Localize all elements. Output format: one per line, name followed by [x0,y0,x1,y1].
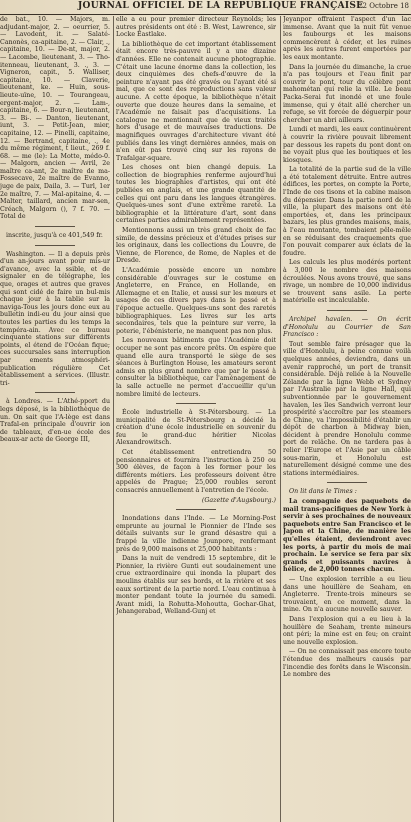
paragraph: — On ne connaissait pas encore toute l'étendue des malheurs causés par l'incendie des forêts dans le Wisconsin. Le nombre des [283,648,411,679]
paragraph: La compagnie des paquebots de mail trans-pacifiques de New York à servir à ses prochaines de nouveaux paquebots entre San Francisco et le Japon et la Chine, de manière les qu'elles étaient, deviendront avec les ports, à partir du mois de mai prochain. Le service se fera par six grands et puissants navires à hélice, de 2,000 tonnes chacun. [283,498,411,574]
separator [35,245,75,246]
column-left [0,16,110,822]
source-citation: (Gazette d'Augsbourg.) [201,496,276,504]
article-archipel-havaien: Archipel havaïen. — On écrit d'Honolulu au Courrier de San Francisco : [283,315,411,339]
paragraph: Les nouveaux bâtiments que l'Académie doit occuper ne sont pas encore prêts. On espère que quand elle aura transporté le siège de ses séances à Burlington House, les amateurs seront admis en plus grand nombre que par le passé à consulter la bibliothèque, car l'aménagement de la salle actuelle ne permet d'accueillir qu'un nombre limité de lecteurs. [116,337,276,398]
page-header [0,0,411,15]
paragraph: elle a eu pour premier directeur Reynolds; les autres présidents ont été : B. West, Lawrence, sir Locke Eastlake. [116,16,276,39]
paragraph: Dans l'explosion qui a eu lieu à la houillère de Seaham, trente mineurs ont péri; la mine est en feu; on craint une nouvelle explosion. [283,615,411,646]
article-inondations: Inondations dans l'Inde. — Le Morning-Post emprunte au journal le Pionnier de l'Inde ses détails suivants sur le grand désastre qui a frappé la ville indienne Jounpore, renfermant près de 9,000 maisons et 25,000 habitants : [116,515,276,553]
paragraph: Jeyanpor offraient l'aspect d'un lac immense. Avant que la nuit fût venue les faubourgs et les maisons commencèrent à céder, et les ruines après les autres furent emportées par les eaux montante. [283,16,411,61]
paragraph: Les calculs les plus modérés portent à 3,000 le nombre des maisons écroulées. Nous avons trouvé, que sans rivage, un nombre de 10,000 individus se trouvent sans asile. La perte matérielle est incalculable. [283,259,411,305]
article-washington: Washington. — Il a depuis près d'un an-jours avant pour mis-ur d'avance, avec la ssible, et de signaler en de télégraphe, les que, orages et autres que graves qui sont cidé de faire un bul-mis chaque jour à la tablie sur la naviga-Tous les jours donc eux au bulletin indi-eu du jour ainsi que toutes les parties du les temps la tempéra-ain. Avec ce bureau cinquante stations sur différents points, el étend de l'Océan fique; ces succursales sans interruption par ements atmosphéri-publication régulière Cet établissement a services. (Illustr. tri- [0,250,110,387]
paragraph: Dans la journée du dimanche, la crue n'a pas toujours et l'eau finit par couvrir le pont, tour du célèbre pont mahométan qui relie la ville. Le beau Packa-Serai fut inondé et une foule immense, qui y était allé chercher un refuge, se vit forcée de déguerpir pour chercher un abri ailleurs. [283,63,411,124]
paragraph: Tout semble faire présager que la ville d'Honolulu, à peine connue voilà quelques années, deviendra, dans un avenir rapproché, un port de transit considérable. Déjà reliée à la Nouvelle Zélande par la ligne Webb et Sydney par l'Australie par la ligne Hall, qui subventionnée par le gouvernement havaïen, les îles Sandwich verront leur prospérité s'accroître par les steamers de Chine, va l'impossibilité d'établir un dépôt de charbon à Midway bien, décident à prendre Honolulu comme port de relâche. On ne tardera pas à relier l'Europe et l'Asie par un câble sous-marin, et Honolulu est naturellement désigné comme une des stations intermédiaires. [283,340,411,477]
column-middle [116,16,276,822]
paragraph: Les choses ont bien changé depuis. La collection de biographies renferme aujourd'hui toutes les biographies d'artistes, qui ont été publiées en anglais, et une grande quantité de celles qui ont paru dans les langues étrangères. Quelques-unes sont d'une extrême rareté. La bibliographie et la littérature d'art, sont dans certaines parties admirablement représentées. [116,164,276,225]
separator [176,509,216,510]
separator [327,482,367,483]
issue-date: 22 Octobre 18 [358,2,409,10]
paragraph: Lundi et mardi, les eaux continuèrent à couvrir la rivière pouvait librement par dessous les rapets du pont dont on ne voyait plus que les boutiques et les kiosques. [283,126,411,164]
paragraph: — Une explosion terrible a eu lieu dans une houillère de Seaham, en Angleterre. Trente-trois mineurs se trouvaient, en ce moment, dans la mine. On n'a aucune nouvelle sauver. [283,575,411,614]
newspaper-title: JOURNAL OFFICIEL DE LA REPUBLIQUE FRANÇAISE [78,1,364,11]
separator [176,403,216,404]
separator [35,226,75,227]
paragraph: Mentionnons aussi un très grand choix de fac simile, de dessins précieux et d'études prises sur les originaux, dans les collections du Louvre, de Vienne, de Florence, de Rome, de Naples et de Dresde. [116,227,276,265]
paragraph: Cet établissement entretiendra 50 pensionnaires et fournira l'instruction à 250 ou 300 élèves, de façon à les former pour les différents métiers. Les professeurs doivent être appelés de Prague; 25,000 roubles seront consacrés annuellement à l'entretien de l'école. [116,449,276,495]
separator [327,310,367,311]
paragraph: Dans la nuit de vendredi 15 septembre, dit le Pionnier, la rivière Gunti eut soudainement une crue extraordinaire qui inonda la plupart des moulins établis sur ses bords, et la rivière et ses eaux sortirent de la partie nord. L'eau continua à monter pendant toute la journée du samedi. Avant midi, la Rohutta-Mohoutta, Gochar-Ghat, Jehangerabad, Welland-Gunj et [116,555,276,616]
article-ecole-industrielle: École industrielle à St-Pétersbourg. — La municipalité de St-Pétersbourg a décidé la création d'une école industrielle en souvenir du feu le grand-duc héritier Nicolas Alexandrowitsch. [116,409,276,447]
paragraph: inscrite, jusqu'à ce 401,549 fr. [6,232,103,240]
paragraph: de bat., 10. — Majors, m. adjudant-major, 2. — oeurrier, 5. — Lavodent, it. — Salaté-Canonès, ca-apitaine, 2. — Clair, ., capitaine, 10. — De-nt, major, 2. — Lacombe, lieutenant, 3. — Tho-itenneau, lieutenant, 3. ., 3. — Vigneron, capit., 5. Walliser, capitaine, 10. — Claverie, lieutenant, ke. — Huin, sous-lieute-uïne, 10. — Tourangeau, ergent-major, 2. — Lam-, capitaine, 6. — Bour-n, lieutenant, 3. — Bi-. — Danton, lieutenant, iunt, 3. — Petit-Jean, mier, capitaine, 12. — Pinelli, capitaine, 12. — Bertrand, capitaine, ., 4e du même régiment, t lieut., 269 f. 68. — me (le): La Motte, médo-0. — Malgorn, ancien — Avril, 2e maître ca-ant, 2e maître de ma-Fossecave, 2e maître de Evanno, juge de paix, Daila, 3. — Turl, 1er 2e maître, 7. — Mal-apitaine, 4. — Malter, taillard, ancien mar-sen, Créach, Malgorn (), 7 f. 70. — Total de [0,16,110,221]
separator [35,392,75,393]
column-rule [280,16,281,822]
article-londres: à Londres. — L'Athé-pport du legs déposé, is la bibliothèque de un. On sait que l'A-lège est dans Trafal-en principale d'ouvrir ion de tableaux, d'en-ue école des beaux-ar acte de George III, [0,398,110,444]
column-rule [113,16,114,822]
paragraph: La totalité de la partie sud de la ville a été totalement détruite. Entre autres édifices, les portes, on compte la Porte, l'Inde de ces tisons et la cabine maison du dépensier. Dans la partie nord de la ville, la plupart des maisons ont été emportées, et, dans les principaux bazars, les plus grandes maisons, mais, à l'eau montante, tombaient pêle-mêle en se réduisant des craquements que l'on pouvait comparer aux éclats de la foudre. [283,166,411,257]
paragraph: L'Académie possède encore un nombre considérable d'ouvrages sur le costume en Angleterre, en France, en Hollande, en Allemagne et en Italie, et aussi sur les mœurs et usages de ces divers pays dans le passé et à l'époque actuelle. Quelques-uns sont des raretés bibliographiques. Les livres sur les arts secondaires, tels que la peinture sur verre, la poterie, l'ébénisterie, ne manquent pas non plus. [116,267,276,335]
paragraph: La bibliothèque de cet important établissement était encore très-pauvre il y a une dizaine d'années. Elle ne contenait aucune photographie. C'était une lacune énorme dans la collection, les deux cinquièmes des chefs-d'œuvre de la peinture n'ayant pas été gravés ou l'ayant été si mal, que ce sont des reproductions sans valeur aucune. A cette époque, la bibliothèque n'était ouverte que douze heures dans la semaine, et l'Académie ne faisait pas d'acquisitions. La catalogue ne mentionnait que de vieux traités hors d'usage et de mauvaises traductions. De magnifiques ouvrages d'architecture vivant été publiés dans les vingt dernières années, mais on n'en eût pas trouvé cinq sur les rayons de Trafalgar-square. [116,40,276,162]
column-right [283,16,411,822]
times-heading: On lit dans le Times : [289,488,357,496]
